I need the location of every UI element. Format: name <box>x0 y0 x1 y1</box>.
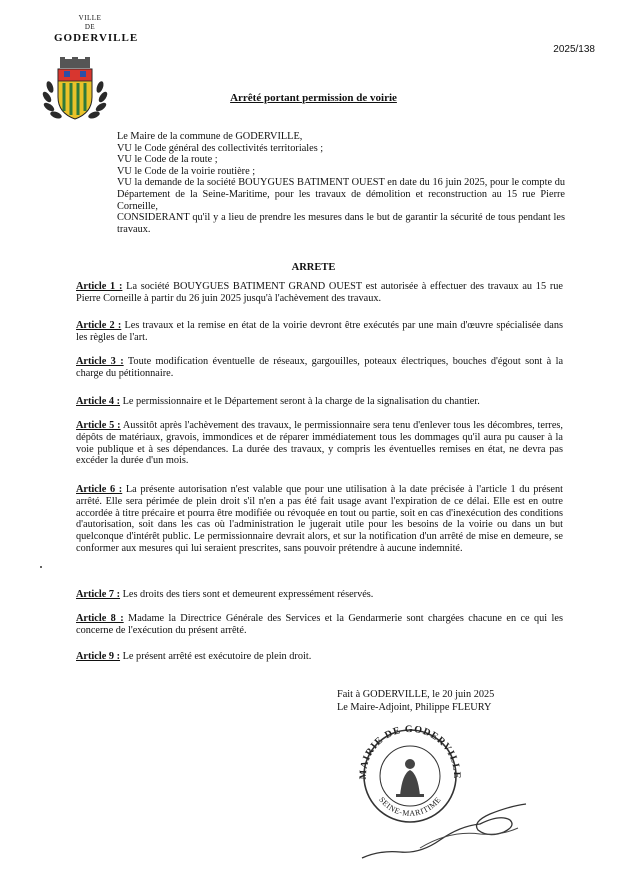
article-text: La présente autorisation n'est valable que pour une utilisation à la date précisée à l'article 1 du présent arrêté. Elle sera périmée de plein droit s'il n'en a pas été fait usage avant l'expiration de ce délai. Elle est en outre accordée à titre précaire et pourra être modifiée ou révoquée en tout ou partie, soit en cas d'inexécution des conditions d'autorisation, soit dans les cas où l'administration le jugerait utile pour les besoins de la voirie ou dans un but quelconque d'intérêt public. Le permissionnaire devrait alors, et sur la notification d'un arrêté de mise en demeure, se conformer aux mesures qui lui seraient prescrites, sans pouvoir prétendre à aucune indemnité. <box>76 484 564 554</box>
city-coat-of-arms <box>40 57 110 123</box>
article-label: Article 4 : <box>76 396 121 407</box>
article-label: Article 2 : <box>76 320 122 331</box>
article-text: Aussitôt après l'achèvement des travaux, le permissionnaire sera tenu d'enlever tous les décombres, terres, dépôts de matériaux, gravois, immondices et de réparer immédiatement tous les dommages qu'il aura pu causer à la voie publique et à ses dépendances. La durée des travaux, y compris les éventuelles remises en état, ne devra pas excéder la durée d'un mois. <box>76 420 563 467</box>
article-label: Article 6 : <box>76 484 123 495</box>
article-label: Article 1 : <box>76 281 123 292</box>
article-5 <box>76 420 563 467</box>
article-text: La société BOUYGUES BATIMENT GRAND OUEST est autorisée à effectuer des travaux au 15 rue Pierre Corneille à partir du 26 juin 2025 jusqu'à l'achèvement des travaux. <box>76 281 564 304</box>
article-text: Les droits des tiers sont et demeurent expressément réservés. <box>122 589 374 600</box>
article-6 <box>76 484 563 555</box>
article-label: Article 7 : <box>76 589 121 600</box>
city-name: GODERVILLE <box>54 32 139 44</box>
decree-title: Arrêté portant permission de voirie <box>230 92 397 104</box>
signature-block <box>337 689 494 714</box>
stamp-text-bottom: SEINE-MARITIME <box>377 795 443 819</box>
decree-reference-number: 2025/138 <box>553 44 595 55</box>
preamble-line: VU le Code général des collectivités territoriales ; <box>117 142 324 154</box>
article-2 <box>76 320 563 344</box>
stray-mark <box>40 566 42 568</box>
preamble <box>117 131 565 235</box>
signatory-name: Le Maire-Adjoint, Philippe FLEURY <box>337 701 492 713</box>
article-3 <box>76 356 563 380</box>
ville-label: VILLE <box>78 14 102 22</box>
article-text: Le permissionnaire et le Département seront à la charge de la signalisation du chantier. <box>122 396 480 407</box>
article-text: Toute modification éventuelle de réseaux, gargouilles, poteaux électriques, bouches d'égout sont à la charge du pétitionnaire. <box>76 356 564 379</box>
preamble-line: Le Maire de la commune de GODERVILLE, <box>117 131 303 142</box>
article-label: Article 9 : <box>76 651 121 662</box>
article-7 <box>76 589 563 601</box>
article-label: Article 3 : <box>76 356 124 367</box>
article-text: Le présent arrêté est exécutoire de plein droit. <box>122 651 312 662</box>
article-8 <box>76 613 563 637</box>
place-and-date: Fait à GODERVILLE, le 20 juin 2025 <box>337 689 495 700</box>
article-label: Article 8 : <box>76 613 124 624</box>
article-label: Article 5 : <box>76 420 121 431</box>
preamble-line: VU le Code de la route ; <box>117 154 218 166</box>
preamble-line: VU le Code de la voirie routière ; <box>117 165 256 177</box>
de-label: DE <box>84 23 96 31</box>
handwritten-signature <box>360 800 530 860</box>
stamp-text-top: MAIRIE DE GODERVILLE <box>357 723 463 780</box>
article-text: Madame la Directrice Générale des Services et la Gendarmerie sont chargées chacune en ce qui les concerne de l'exécution du présent arrêté. <box>76 613 563 636</box>
arrete-heading: ARRETE <box>291 262 336 273</box>
municipality-heading <box>54 14 139 45</box>
article-1 <box>76 281 563 305</box>
article-4 <box>76 396 563 408</box>
article-9 <box>76 651 563 663</box>
article-text: Les travaux et la remise en état de la voirie devront être exécutés par une main d'œuvre spécialisée dans les règles de l'art. <box>76 320 563 343</box>
preamble-line: VU la demande de la société BOUYGUES BATIMENT OUEST en date du 16 juin 2025, pour le compte du Département de la Seine-Maritime, pour les travaux de démolition et reconstruction au 15 rue Pierre Corneille, <box>117 177 565 212</box>
preamble-line: CONSIDERANT qu'il y a lieu de prendre les mesures dans le but de garantir la sécurité de tous pendant les travaux. <box>117 212 565 235</box>
